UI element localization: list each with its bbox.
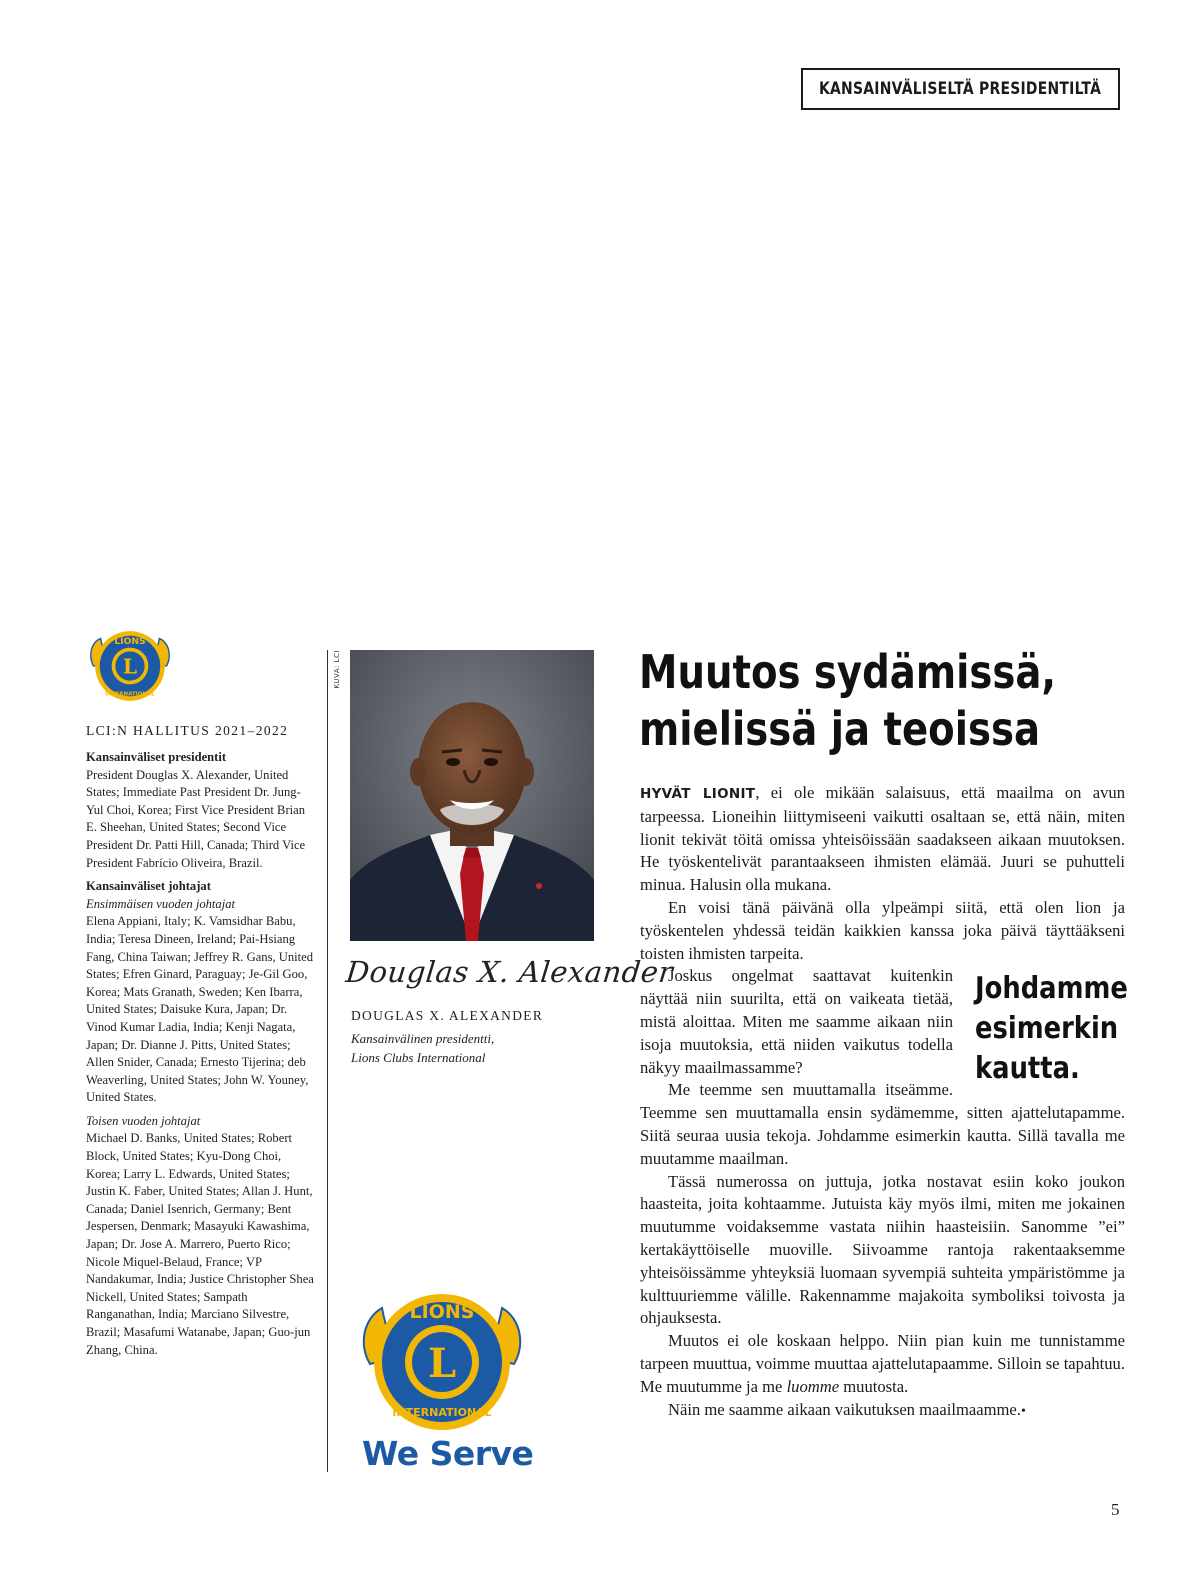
- logo-bottom-text-large: INTERNATIONAL: [392, 1406, 492, 1419]
- paragraph-1: HYVÄT LIONIT, ei ole mikään salaisuus, että maailma on avun tarpeessa. Lioneihin liittymiseeni vaikutti osaltaan se, että näin, miten lionit tekivät töitä omissa yhteisöissään saadakseen aikaan muutoksen. He työskentelivät parantaakseen ihmisten elämää. Juuri se puhutteli minua. Halusin olla mukana.: [640, 783, 1125, 895]
- president-portrait: [350, 650, 594, 941]
- photo-credit: KUVA: LCI: [333, 650, 341, 689]
- intl-presidents-text: President Douglas X. Alexander, United States; Immediate Past President Dr. Jung-Yul Choi, Korea; First Vice President Brian E. Sheehan, United States; Second Vice President Dr. Patti Hill, Canada; Third Vice President Fabrício Oliveira, Brazil.: [86, 767, 306, 870]
- signature: Douglas X. Alexander: [344, 955, 675, 989]
- paragraph-3: Joskus ongelmat saattavat kuitenkin näyttää niin suurilta, että on vaikeata tietää, mistä aloittaa. Miten me saamme aikaan niin isoja muutoksia, että niiden vaikutus todella näkyy maailmassamme?: [640, 966, 953, 1077]
- lions-logo-large: [356, 1278, 528, 1446]
- column-divider: [327, 650, 328, 1472]
- section-label: KANSAINVÄLISELTÄ PRESIDENTILTÄ: [801, 68, 1120, 110]
- intl-directors-heading: Kansainväliset johtajat: [86, 879, 211, 894]
- pull-quote: Johdamme esimerkin kautta.: [975, 971, 1128, 1087]
- end-mark: •: [1020, 1403, 1026, 1419]
- second-year-text: Michael D. Banks, United States; Robert Block, United States; Kyu-Dong Choi, Korea; Larry L. Edwards, United States; Justin K. Faber, United States; Allan J. Hunt, Canada; Daniel Isenrich, Germany; Bent Jespersen, Denmark; Masayuki Kawashima, Japan; Dr. Jose A. Marrero, Puerto Rico; Nicole Miquel-Belaud, France; VP Nandakumar, India; Justice Christopher Shea Nickell, United States; Sampath Ranganathan, India; Marciano Silvestre, Brazil; Masafumi Watanabe, Japan; Guo-jun Zhang, China.: [86, 1131, 314, 1357]
- logo-top-text-large: LIONS: [409, 1301, 475, 1323]
- lions-logo-small: [84, 622, 176, 710]
- logo-letter: L: [122, 654, 138, 679]
- second-year-heading: Toisen vuoden johtajat: [86, 1113, 201, 1128]
- article-headline: Muutos sydämissä, mielissä ja teoissa: [639, 645, 1057, 756]
- board-list: [86, 749, 318, 1365]
- paragraph-7: Näin me saamme aikaan vaikutuksen maailmaamme.•: [668, 1399, 1026, 1419]
- logo-top-text: LIONS: [114, 636, 146, 647]
- first-year-heading: Ensimmäisen vuoden johtajat: [86, 896, 236, 911]
- president-role: Kansainvälinen presidentti, Lions Clubs International: [351, 1031, 495, 1065]
- paragraph-2: En voisi tänä päivänä olla ylpeämpi siitä, että olen lion ja työskentelen yhdessä teidän kaikkien kanssa joka päivä täyttääkseni toisten ihmisten tarpeita.: [640, 897, 1125, 963]
- page-number: 5: [1111, 1500, 1120, 1519]
- logo-letter-large: L: [427, 1340, 457, 1387]
- paragraph-6: Muutos ei ole koskaan helppo. Niin pian kuin me tunnistamme tarpeen muuttua, voimme muuttaa ajattelutapaamme. Silloin se tapahtuu. Me muutumme ja me luomme muutosta.: [640, 1331, 1125, 1396]
- intl-presidents-heading: Kansainväliset presidentit: [86, 750, 227, 764]
- motto: We Serve: [362, 1434, 534, 1473]
- logo-bottom-text: INTERNATIONAL: [105, 691, 155, 698]
- first-year-text: Elena Appiani, Italy; K. Vamsidhar Babu, India; Teresa Dineen, Ireland; Pai-Hsiang Fang, China Taiwan; Jeffrey R. Gans, United States; Efren Ginard, Paraguay; Je-Gil Goo, Korea; Mats Granath, Sweden; Ken Ibarra, United States; Daisuke Kura, Japan; Dr. Vinod Kumar Ladia, India; Kenji Nagata, Japan; Dr. Dianne J. Pitts, United States; Allen Snider, Canada; Ernesto Tijerina; deb Weaverling, United States; John W. Youney, United States.: [86, 914, 314, 1105]
- board-title: LCI:N HALLITUS 2021–2022: [86, 723, 289, 738]
- president-name: DOUGLAS X. ALEXANDER: [351, 1008, 544, 1023]
- lead-in: HYVÄT LIONIT: [640, 786, 756, 802]
- paragraph-5: Tässä numerossa on juttuja, jotka nostavat esiin koko joukon haasteita, joita kohtaamme. Jutuista käy myös ilmi, miten me jokainen muutumme voidaksemme vastata niihin haasteisiin. Sanomme ”ei” kertakäyttöiselle muoville. Siivoamme rantoja rakentaaksemme yhteisöissämme yhteyksiä luomaan syvempiä suhteita ympäristömme ja kulttuuriemme välille. Rakennamme majakoita symboliksi toivosta ja ohjauksesta.: [640, 1171, 1125, 1328]
- paragraph-4: Me teemme sen muuttamalla itseämme. Teemme sen muuttamalla ensin sydämemme, sitten ajattelutapamme. Siitä seuraa uusia tekoja. Johdamme esimerkin kautta. Sillä tavalla me muutamme maailman.: [640, 1080, 1125, 1168]
- article-body: [640, 782, 1128, 1423]
